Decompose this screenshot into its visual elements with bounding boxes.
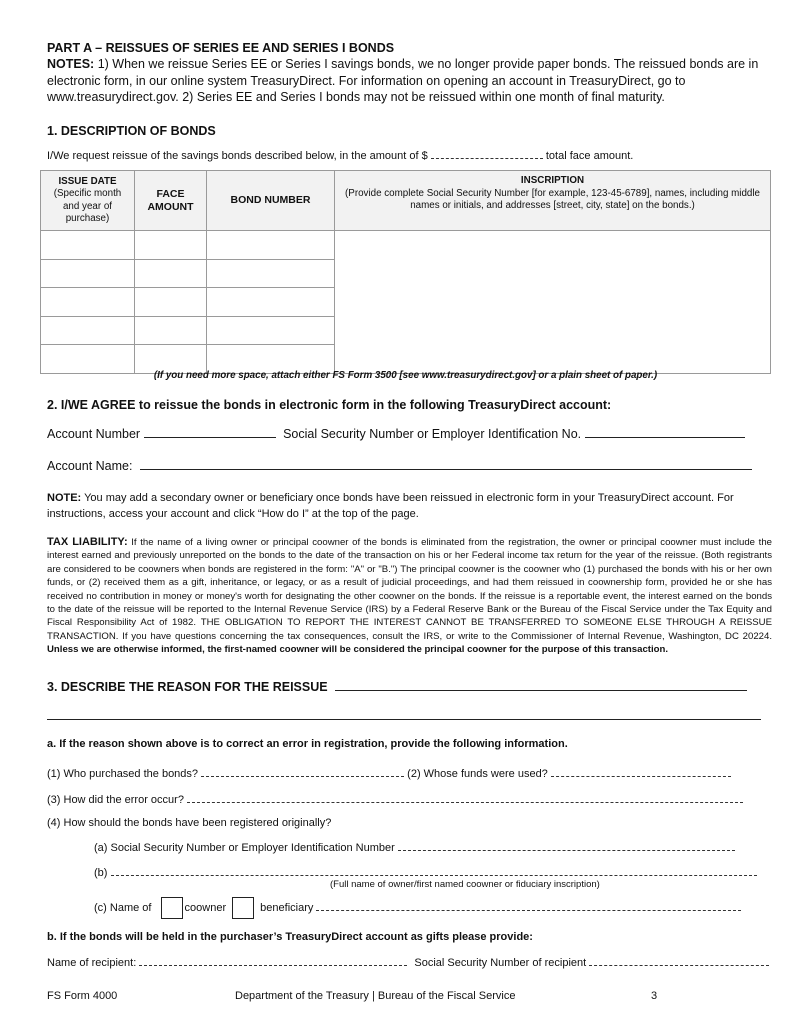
face-amount-cell[interactable] bbox=[135, 288, 207, 317]
account-number-label: Account Number bbox=[47, 427, 141, 441]
inscription-cell[interactable] bbox=[335, 231, 771, 374]
recipient-name-field[interactable] bbox=[139, 955, 407, 966]
bond-number-cell[interactable] bbox=[207, 345, 335, 374]
account-number-row bbox=[47, 427, 763, 441]
q4c-label: (c) Name of bbox=[94, 901, 152, 914]
recipient-ssn-field[interactable] bbox=[589, 955, 769, 966]
account-number-field[interactable] bbox=[144, 427, 276, 438]
header-inscription: INSCRIPTION (Provide complete Social Security Number [for example, 123-45-6789], names, including middle names or initials, and addresses [street, city, state] on the bonds.) bbox=[335, 171, 771, 231]
section2-title: 2. I/WE AGREE to reissue the bonds in electronic form in the following TreasuryDirect account: bbox=[47, 398, 612, 412]
ssn-ein-label: Social Security Number or Employer Identification No. bbox=[283, 427, 582, 441]
section3-title: 3. DESCRIBE THE REASON FOR THE REISSUE bbox=[47, 680, 328, 694]
notes-label: NOTES: bbox=[47, 57, 95, 71]
coowner-checkbox[interactable] bbox=[161, 897, 183, 919]
issue-date-cell[interactable] bbox=[41, 345, 135, 374]
section1-title: 1. DESCRIPTION OF BONDS bbox=[47, 124, 216, 138]
sub-b-title: b. If the bonds will be held in the purchaser’s TreasuryDirect account as gifts please provide: bbox=[47, 931, 533, 943]
beneficiary-label: beneficiary bbox=[260, 901, 314, 914]
tax-liability-paragraph bbox=[47, 536, 772, 657]
sub-a-title: a. If the reason shown above is to correct an error in registration, provide the following information. bbox=[47, 738, 568, 750]
header-issue-date: ISSUE DATE (Specific month and year of purchase) bbox=[41, 171, 135, 231]
footer-agency: Department of the Treasury | Bureau of the Fiscal Service bbox=[235, 990, 516, 1002]
table-header-row bbox=[41, 171, 771, 231]
request-line bbox=[47, 148, 633, 162]
recipient-row bbox=[47, 955, 767, 969]
q3-field[interactable] bbox=[187, 792, 743, 803]
notes-text: 1) When we reissue Series EE or Series I savings bonds, we no longer provide paper bonds. The reissued bonds are in electronic form, in our online system TreasuryDirect. For information on opening an account in TreasuryDirect, go to www.treasurydirect.gov. 2) Series EE and Series I bonds may not be reissued within one month of final maturity. bbox=[47, 57, 759, 104]
q4a-field[interactable] bbox=[398, 840, 735, 851]
account-name-field[interactable] bbox=[140, 459, 752, 470]
account-name-label: Account Name: bbox=[47, 459, 133, 473]
q2-field[interactable] bbox=[551, 766, 731, 777]
q4b-field[interactable] bbox=[111, 865, 757, 876]
table-note: (If you need more space, attach either FS Form 3500 [see www.treasurydirect.gov] or a plain sheet of paper.) bbox=[153, 370, 658, 381]
q4b-label: (b) bbox=[94, 867, 108, 879]
issue-date-cell[interactable] bbox=[41, 231, 135, 260]
note-text: You may add a secondary owner or beneficiary once bonds have been reissued in electronic form in your TreasuryDirect account. For instructions, access your account and click “How do I” at the top of the page. bbox=[47, 492, 734, 520]
recipient-ssn-label: Social Security Number of recipient bbox=[414, 957, 587, 969]
reason-field-continued[interactable] bbox=[47, 707, 761, 720]
note-label: NOTE: bbox=[47, 492, 82, 504]
q4c-name-field[interactable] bbox=[316, 900, 741, 911]
bond-number-cell[interactable] bbox=[207, 231, 335, 260]
recipient-name-label: Name of recipient: bbox=[47, 957, 137, 969]
face-amount-cell[interactable] bbox=[135, 316, 207, 345]
q4b-caption: (Full name of owner/first named coowner or fiduciary inscription) bbox=[330, 879, 600, 890]
request-prefix: I/We request reissue of the savings bonds described below, in the amount of $ bbox=[47, 150, 428, 162]
issue-date-cell[interactable] bbox=[41, 288, 135, 317]
q2-label: (2) Whose funds were used? bbox=[407, 768, 548, 780]
face-amount-cell[interactable] bbox=[135, 259, 207, 288]
q1-label: (1) Who purchased the bonds? bbox=[47, 768, 199, 780]
q4a-row bbox=[94, 840, 764, 854]
bond-number-cell[interactable] bbox=[207, 316, 335, 345]
footer-page-number: 3 bbox=[651, 990, 658, 1002]
account-name-row bbox=[47, 459, 763, 473]
tax-liability-bold-tail: Unless we are otherwise informed, the first-named coowner will be considered the principal coowner for the purpose of this transaction. bbox=[47, 644, 669, 656]
face-amount-cell[interactable] bbox=[135, 231, 207, 260]
q3-label: (3) How did the error occur? bbox=[47, 794, 184, 806]
issue-date-cell[interactable] bbox=[41, 316, 135, 345]
issue-date-cell[interactable] bbox=[41, 259, 135, 288]
q4a-label: (a) Social Security Number or Employer Identification Number bbox=[94, 842, 395, 854]
bond-number-cell[interactable] bbox=[207, 288, 335, 317]
part-a-notes bbox=[47, 56, 769, 106]
face-amount-cell[interactable] bbox=[135, 345, 207, 374]
q1-q2-row bbox=[47, 766, 763, 780]
q4c-row bbox=[94, 897, 766, 919]
tax-liability-text: If the name of a living owner or principal coowner of the bonds is eliminated from the registration, the owner or principal coowner must include the interest earned and previously unreported on the bonds to the date of the transaction on his or her Federal income tax return for the year of the reissue. (Both registrants are considered to be coowners when bonds are registered in the form: "A" or "B.") The principal coowner is the coowner who (1) purchased the bonds with his or her own funds, or (2) received them as a gift, inheritance, or legacy, or as a result of judicial proceedings, and had them reissued in coownership form, provided he or she has received no contribution in money or money's worth for designating the other coowner on the bonds. If the reissue is a reportable event, the interest earned on the bonds to the date of the reissue will be reported to the Internal Revenue Service (IRS) by a Federal Reserve Bank or the Bureau of the Fiscal Service under the Tax Equity and Fiscal Responsibility Act of 1982. THE OBLIGATION TO REPORT THE INTEREST CANNOT BE TRANSFERRED TO SOMEONE ELSE THROUGH A REISSUE TRANSACTION. If you have questions concerning the tax consequences, consult the IRS, or write to the Commissioner of Internal Revenue, Washington, DC 20224. bbox=[47, 537, 772, 642]
tax-liability-label: TAX LIABILITY: bbox=[47, 536, 128, 548]
ssn-ein-field[interactable] bbox=[585, 427, 745, 438]
footer-form-id: FS Form 4000 bbox=[47, 990, 118, 1002]
q3-row bbox=[47, 792, 763, 806]
table-row bbox=[41, 231, 771, 260]
total-face-amount-field[interactable] bbox=[431, 148, 543, 159]
reason-row bbox=[47, 680, 763, 694]
header-bond-number: BOND NUMBER bbox=[207, 171, 335, 231]
secondary-owner-note bbox=[47, 490, 769, 522]
bond-number-cell[interactable] bbox=[207, 259, 335, 288]
coowner-label: coowner bbox=[184, 901, 227, 914]
q4b-row bbox=[94, 865, 764, 879]
q1-field[interactable] bbox=[201, 766, 404, 777]
beneficiary-checkbox[interactable] bbox=[232, 897, 254, 919]
request-suffix: total face amount. bbox=[545, 150, 634, 162]
part-a-title: PART A – REISSUES OF SERIES EE AND SERIES I BONDS bbox=[47, 41, 395, 55]
q4-label: (4) How should the bonds have been registered originally? bbox=[47, 817, 332, 829]
reason-field[interactable] bbox=[335, 680, 747, 691]
bonds-table bbox=[40, 170, 771, 374]
header-face-amount: FACE AMOUNT bbox=[135, 171, 207, 231]
